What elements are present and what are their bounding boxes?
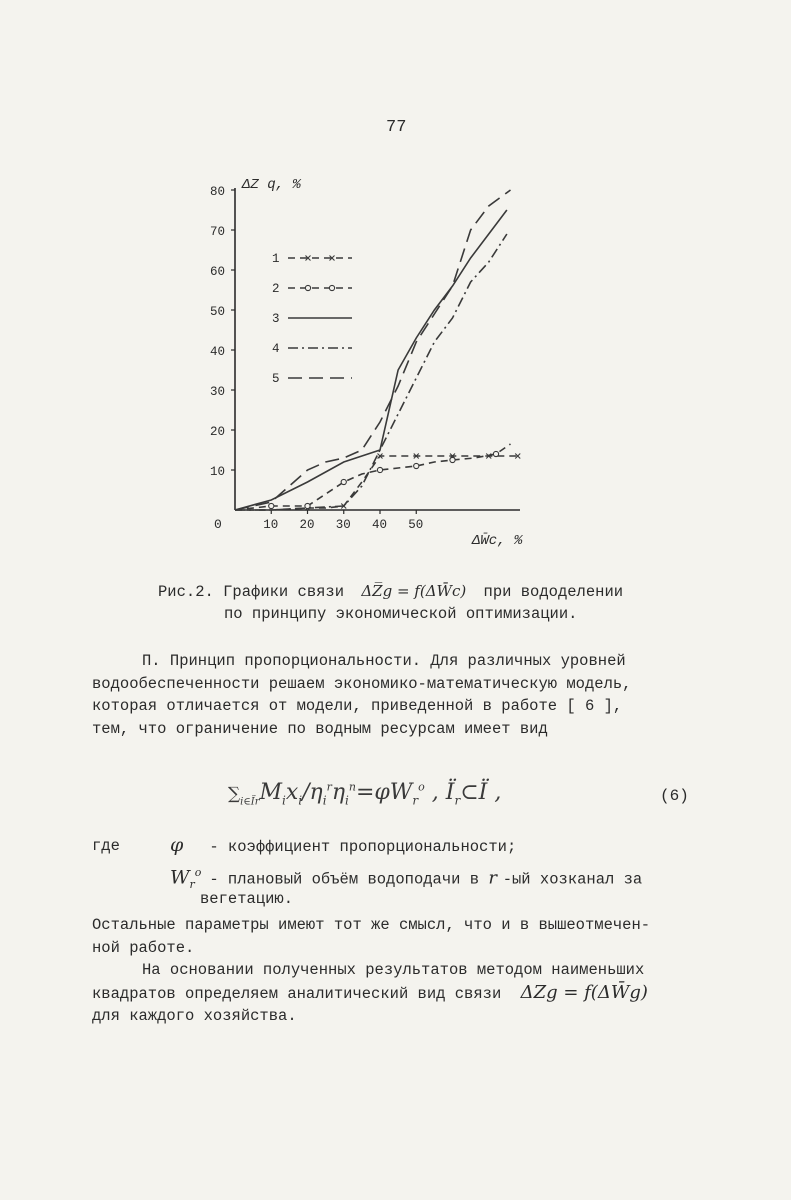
rest-line1: Остальные параметры имеют тот же смысл, что и в вышеотмечен- [92, 916, 651, 934]
w-text-suffix: -ый хозканал за [502, 870, 643, 889]
y-tick-label: 10 [210, 465, 226, 479]
x-tick-label: 50 [408, 518, 424, 532]
y-tick-label: 20 [210, 425, 226, 439]
y-axis-label: ΔZ q, % [242, 177, 301, 193]
caption-line1 [158, 580, 623, 603]
legend [272, 252, 352, 386]
page-number: 77 [386, 118, 407, 137]
y-ticks [210, 185, 235, 479]
caption-suffix: при вододелении [483, 583, 624, 601]
where-label: где [92, 837, 120, 855]
y-tick-label: 60 [210, 265, 226, 279]
rest-line3: На основании полученных результатов методом наименьших [142, 961, 645, 979]
x-ticks [263, 510, 423, 532]
legend-label: 4 [272, 342, 280, 356]
series-point-circle-marker [414, 463, 419, 468]
figure-caption [158, 580, 623, 625]
rest-line4 [92, 982, 692, 1006]
legend-label: 3 [272, 312, 280, 326]
y-tick-label: 80 [210, 185, 226, 199]
series-line-2 [235, 444, 511, 510]
section-line4: тем, что ограничение по водным ресурсам имеет вид [92, 719, 548, 738]
w-text-line2: вегетацию. [200, 890, 294, 908]
legend-circle-marker [329, 285, 334, 290]
legend-label: 1 [272, 252, 280, 266]
rest-line4-formula: ΔZg = f(ΔW̄g) [520, 981, 648, 1003]
x-tick-label: 40 [372, 518, 388, 532]
x-tick-label: 20 [299, 518, 315, 532]
section-line2: водообеспеченности решаем экономико-математическую модель, [92, 674, 632, 693]
legend-label: 5 [272, 372, 280, 386]
section-line1: П. Принцип пропорциональности. Для различных уровней [142, 652, 626, 670]
series-point-circle-marker [377, 467, 382, 472]
caption-line2: по принципу экономической оптимизации. [224, 605, 578, 623]
equation-number: (6) [660, 787, 689, 805]
x-axis-label: ΔW̄c, % [472, 533, 523, 549]
chart [180, 160, 560, 560]
x-tick-label: 30 [335, 518, 351, 532]
legend-circle-marker [305, 285, 310, 290]
origin-label: 0 [214, 517, 222, 532]
section-paragraph [92, 650, 692, 740]
phi-symbol: φ [170, 834, 184, 856]
definition-w [170, 866, 642, 891]
r-symbol: r [488, 867, 503, 889]
rest-line4-prefix: квадратов определяем аналитический вид связи [92, 984, 502, 1003]
closing-paragraph [92, 914, 692, 1028]
definition-phi [170, 834, 516, 856]
legend-label: 2 [272, 282, 280, 296]
x-tick-label: 10 [263, 518, 279, 532]
series-point-circle-marker [450, 457, 455, 462]
section-line3: которая отличается от модели, приведенной в работе [ 6 ], [92, 697, 623, 715]
y-tick-label: 30 [210, 385, 226, 399]
series-point-circle-marker [493, 451, 498, 456]
caption-prefix: Рис.2. Графики связи [158, 583, 345, 601]
phi-text: - коэффициент пропорциональности; [209, 838, 517, 856]
caption-formula: ΔZ̅g = f(ΔW̄c) [361, 582, 467, 600]
w-symbol: $W_r^o$ [170, 866, 202, 892]
rest-line2: ной работе. [92, 938, 195, 957]
w-text-prefix: - плановый объём водоподачи в [209, 870, 480, 889]
y-tick-label: 70 [210, 225, 226, 239]
series-point-circle-marker [341, 479, 346, 484]
series-point-circle-marker [269, 503, 274, 508]
equation-6: $\sum_{i\in Їr}M_ix_i/\eta_i^r\eta_i^n=\varphi W_r^o$ , $Ї_r\subset Ї$ , [228, 780, 502, 808]
rest-line5: для каждого хозяйства. [92, 1007, 297, 1025]
y-tick-label: 50 [210, 305, 226, 319]
series-line-1 [235, 456, 518, 510]
y-tick-label: 40 [210, 345, 226, 359]
